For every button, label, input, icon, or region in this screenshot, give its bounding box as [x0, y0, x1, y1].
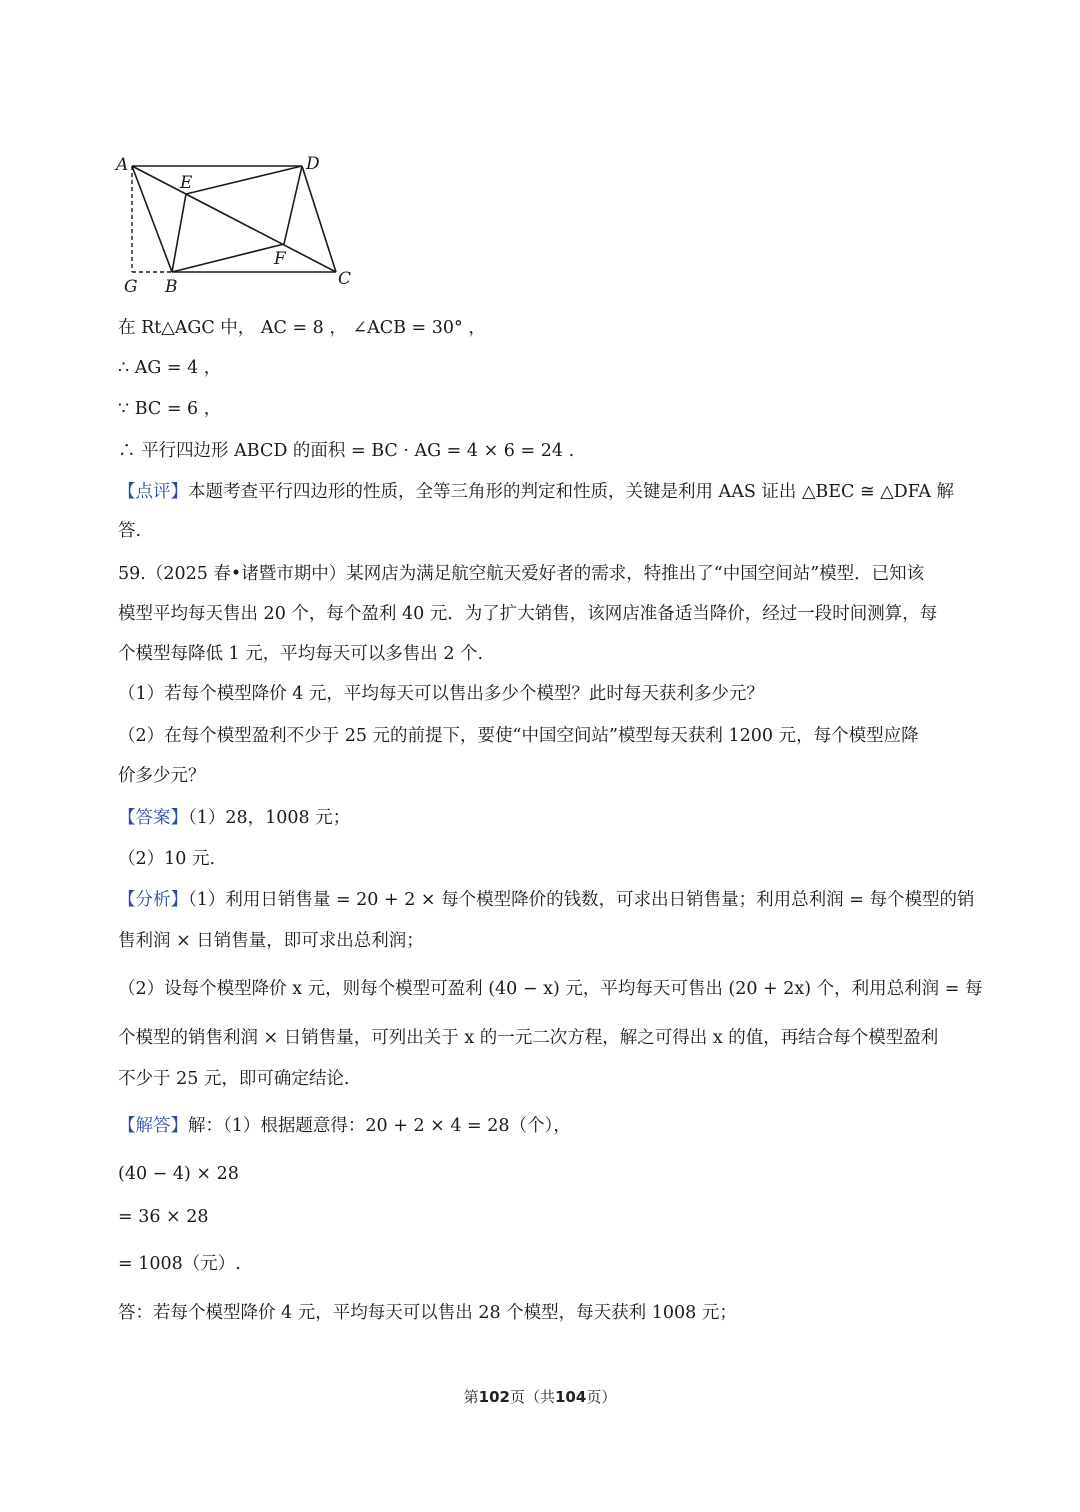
solution-line: [118, 1113, 968, 1139]
text-line: （2）设每个模型降价 x 元，则每个模型可盈利 (40 − x) 元，平均每天可售出 (20 + 2x) 个，利用总利润 = 每: [118, 979, 983, 999]
label-B: B: [165, 277, 178, 297]
label-C: C: [338, 269, 352, 289]
text-line: 在 Rt△AGC 中， AC = 8 ， ∠ACB = 30° ，: [118, 318, 486, 338]
segment-BE: [172, 194, 186, 272]
segment-FB: [172, 244, 284, 272]
analysis-text: （1）利用日销售量 = 20 + 2 × 每个模型降价的钱数，可求出日销售量；利用总利润 = 每个模型的销: [188, 890, 975, 910]
question-part-1: （1）若每个模型降价 4 元，平均每天可以售出多少个模型？此时每天获利多少元？: [118, 684, 764, 704]
label-E: E: [180, 173, 193, 193]
text-line: ∴ 平行四边形 ABCD 的面积 = BC · AG = 4 × 6 = 24 .: [118, 441, 575, 461]
math-line: (40 − 4) × 28: [118, 1164, 239, 1184]
answer-tag: 【答案】: [118, 808, 188, 828]
solution-text: 解：（1）根据题意得：20 + 2 × 4 = 28（个），: [188, 1116, 571, 1136]
text-line: 价多少元？: [118, 766, 206, 786]
question-part-2: （2）在每个模型盈利不少于 25 元的前提下，要使“中国空间站”模型每天获利 1200 元，每个模型应降: [118, 726, 919, 746]
segment-DF: [284, 166, 302, 244]
text-line: 不少于 25 元，即可确定结论.: [118, 1069, 350, 1089]
parallelogram-figure: [110, 148, 360, 298]
question-stem: 个模型每降低 1 元，平均每天可以多售出 2 个.: [118, 644, 484, 664]
comment-text: 本题考查平行四边形的性质，全等三角形的判定和性质，关键是利用 AAS 证出 △BEC ≅ △DFA 解: [188, 482, 955, 502]
text-line: ∵ BC = 6 ，: [118, 399, 222, 419]
total-page-number: 104: [555, 1388, 587, 1406]
footer-suffix: 页）: [586, 1388, 617, 1406]
text-line: （2）10 元.: [118, 849, 216, 869]
answer-text: （1）28，1008 元；: [188, 808, 351, 828]
text-line: 售利润 × 日销售量，即可求出总利润；: [118, 931, 424, 951]
page-footer: [0, 1386, 1080, 1407]
segment-ED: [186, 166, 302, 194]
text-line: 个模型的销售利润 × 日销售量，可列出关于 x 的一元二次方程，解之可得出 x 的值，再结合每个模型盈利: [118, 1028, 939, 1048]
math-line: = 1008（元）.: [118, 1254, 241, 1274]
comment-tag: 【点评】: [118, 482, 188, 502]
solution-tag: 【解答】: [118, 1116, 188, 1136]
segment-AB: [132, 166, 172, 272]
text-line: ∴ AG = 4 ，: [118, 358, 222, 378]
footer-prefix: 第: [463, 1388, 479, 1406]
footer-mid: 页（共: [509, 1388, 555, 1406]
label-D: D: [306, 154, 320, 174]
geometry-diagram: [110, 148, 360, 298]
label-F: F: [274, 249, 286, 269]
current-page-number: 102: [478, 1388, 510, 1406]
label-G: G: [124, 277, 138, 297]
text-line: 答.: [118, 521, 142, 541]
analysis-line: [118, 887, 975, 913]
question-stem: 模型平均每天售出 20 个，每个盈利 40 元．为了扩大销售，该网店准备适当降价，经过一段时间测算，每: [118, 604, 938, 624]
analysis-tag: 【分析】: [118, 890, 188, 910]
label-A: A: [116, 155, 129, 175]
comment-line: [118, 479, 968, 505]
answer-line: [118, 805, 968, 831]
math-line: = 36 × 28: [118, 1207, 209, 1227]
text-line: 答：若每个模型降价 4 元，平均每天可以售出 28 个模型，每天获利 1008 元；: [118, 1303, 737, 1323]
question-stem: 59.（2025 春•诸暨市期中）某网店为满足航空航天爱好者的需求，特推出了“中国空间站”模型．已知该: [118, 564, 925, 584]
